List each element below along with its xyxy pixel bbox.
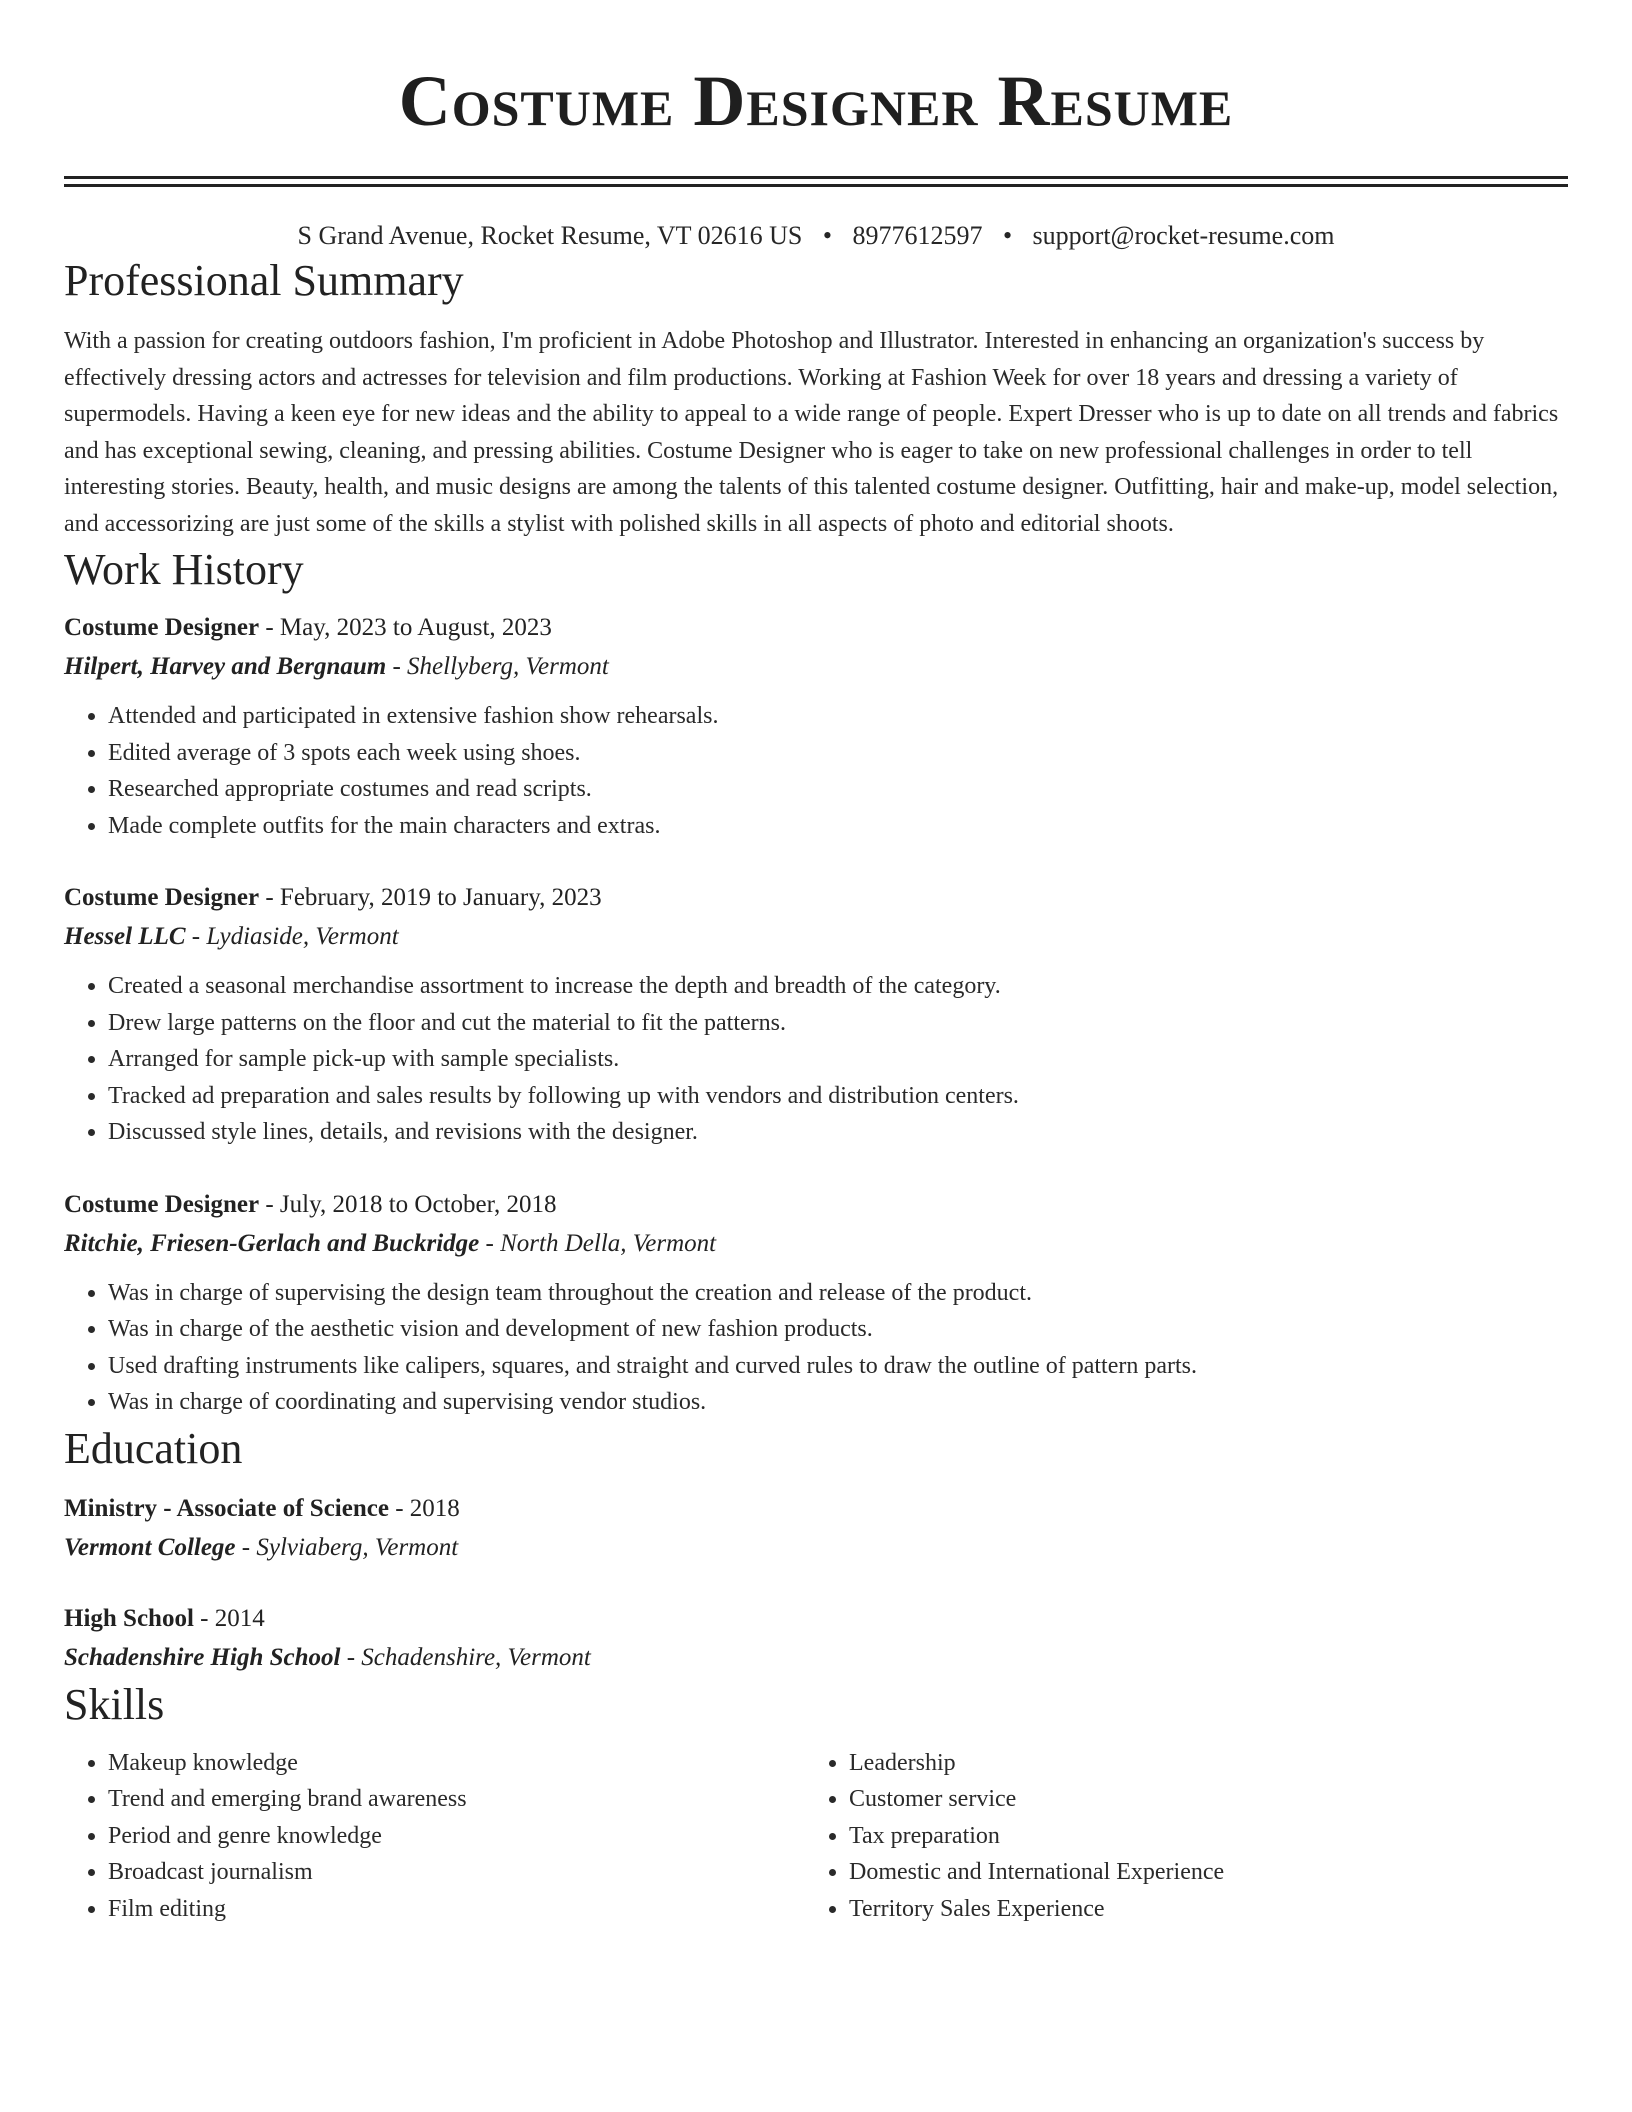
job-bullet: • Was in charge of the aesthetic vision and development of new fashion products. [108,1311,1568,1348]
skill-item: • Territory Sales Experience [849,1891,1546,1928]
job-dates: - February, 2019 to January, 2023 [259,884,602,911]
skill-item: • Leadership [849,1745,1546,1782]
education-heading: Education [64,1423,243,1473]
job-org-line [64,647,1568,686]
skills-bullets [64,1745,805,1928]
job-title: Costume Designer [64,614,260,641]
job-bullet: • Drew large patterns on the floor and cut the material to fit the patterns. [108,1005,1568,1042]
education-school: Schadenshire High School [64,1643,341,1671]
education-school-line [64,1528,1568,1567]
job-bullet: • Created a seasonal merchandise assortment to increase the depth and breadth of the category. [108,968,1568,1005]
job-location: - Shellyberg, Vermont [386,653,609,680]
job-bullet: • Was in charge of coordinating and supervising vendor studios. [108,1384,1568,1421]
summary-text: With a passion for creating outdoors fashion, I'm proficient in Adobe Photoshop and Illustrator. Interested in enhancing an organization's success by effectively dressing actors and actresses for television and film productions. Working at Fashion Week for over 18 years and dressing a variety of supermodels. Having a keen eye for new ideas and the ability to appeal to a wide range of people. Expert Dresser who is up to date on all trends and fabrics and has exceptional sewing, cleaning, and pressing abilities. Costume Designer who is eager to take on new professional challenges in order to tell interesting stories. Beauty, health, and music designs are among the talents of this talented costume designer. Outfitting, hair and make-up, model selection, and accessorizing are just some of the skills a stylist with polished skills in all aspects of photo and editorial shoots. [64,328,1559,537]
job-bullet: • Discussed style lines, details, and revisions with the designer. [108,1114,1568,1151]
title-divider [64,176,1568,187]
job-company: Hessel LLC [64,923,186,950]
job-bullet: • Tracked ad preparation and sales results by following up with vendors and distribution centers. [108,1078,1568,1115]
work-history-heading: Work History [64,545,304,594]
job-entry [64,608,1568,844]
job-company: Hilpert, Harvey and Bergnaum [64,653,387,680]
education-degree: High School [64,1604,194,1632]
education-location: - Schadenshire, Vermont [340,1643,591,1671]
job-title: Costume Designer [64,884,260,911]
skills-column-left [64,1745,805,1928]
skill-item: • Period and genre knowledge [108,1818,805,1855]
education-school-line [64,1638,1568,1677]
job-org-line [64,917,1568,956]
skill-item: • Trend and emerging brand awareness [108,1781,805,1818]
contact-line [64,219,1568,253]
skills-column-right [805,1745,1546,1928]
job-bullets [64,1275,1568,1421]
education-degree-line [64,1489,1568,1528]
education-location: - Sylviaberg, Vermont [235,1533,459,1561]
job-company: Ritchie, Friesen-Gerlach and Buckridge [64,1229,480,1257]
job-bullet: • Attended and participated in extensive fashion show rehearsals. [108,698,1568,735]
skill-item: • Film editing [108,1891,805,1928]
job-entry [64,1185,1568,1421]
job-bullet: • Made complete outfits for the main characters and extras. [108,808,1568,845]
job-title-line [64,608,1568,647]
education-year: - 2014 [193,1604,265,1632]
skills-bullets [805,1745,1546,1928]
resume-title: Costume Designer Resume [398,61,1234,141]
skill-item: • Domestic and International Experience [849,1854,1546,1891]
job-location: - Lydiaside, Vermont [185,923,399,950]
job-dates: - July, 2018 to October, 2018 [259,1190,557,1218]
job-title-line [64,1185,1568,1224]
education-degree: Ministry - Associate of Science [64,1494,389,1522]
contact-separator: • [1002,221,1013,250]
job-dates: - May, 2023 to August, 2023 [259,614,552,641]
job-bullet: • Edited average of 3 spots each week using shoes. [108,735,1568,772]
skill-item: • Makeup knowledge [108,1745,805,1782]
skills-heading: Skills [64,1679,165,1729]
education-school: Vermont College [64,1533,236,1561]
contact-separator: • [822,221,832,250]
job-title: Costume Designer [64,1190,260,1218]
contact-address: S Grand Avenue, Rocket Resume, VT 02616 US [297,221,803,250]
summary-heading: Professional Summary [64,256,464,305]
skill-item: • Tax preparation [849,1818,1546,1855]
job-bullets [64,698,1568,844]
job-location: - North Della, Vermont [479,1229,717,1257]
job-bullet: • Was in charge of supervising the design team throughout the creation and release of the product. [108,1275,1568,1312]
job-org-line [64,1224,1568,1263]
job-bullet: • Arranged for sample pick-up with sample specialists. [108,1041,1568,1078]
contact-phone: 8977612597 [852,221,983,250]
job-bullet: • Used drafting instruments like calipers, squares, and straight and curved rules to draw the outline of pattern parts. [108,1348,1568,1385]
education-entry [64,1489,1568,1567]
skill-item: • Customer service [849,1781,1546,1818]
job-bullet: • Researched appropriate costumes and read scripts. [108,771,1568,808]
skill-item: • Broadcast journalism [108,1854,805,1891]
education-entry [64,1599,1568,1677]
job-entry [64,878,1568,1151]
education-year: - 2018 [388,1494,460,1522]
contact-email: support@rocket-resume.com [1032,221,1335,250]
job-title-line [64,878,1568,917]
skills-list [64,1745,1568,1928]
education-degree-line [64,1599,1568,1638]
job-bullets [64,968,1568,1151]
